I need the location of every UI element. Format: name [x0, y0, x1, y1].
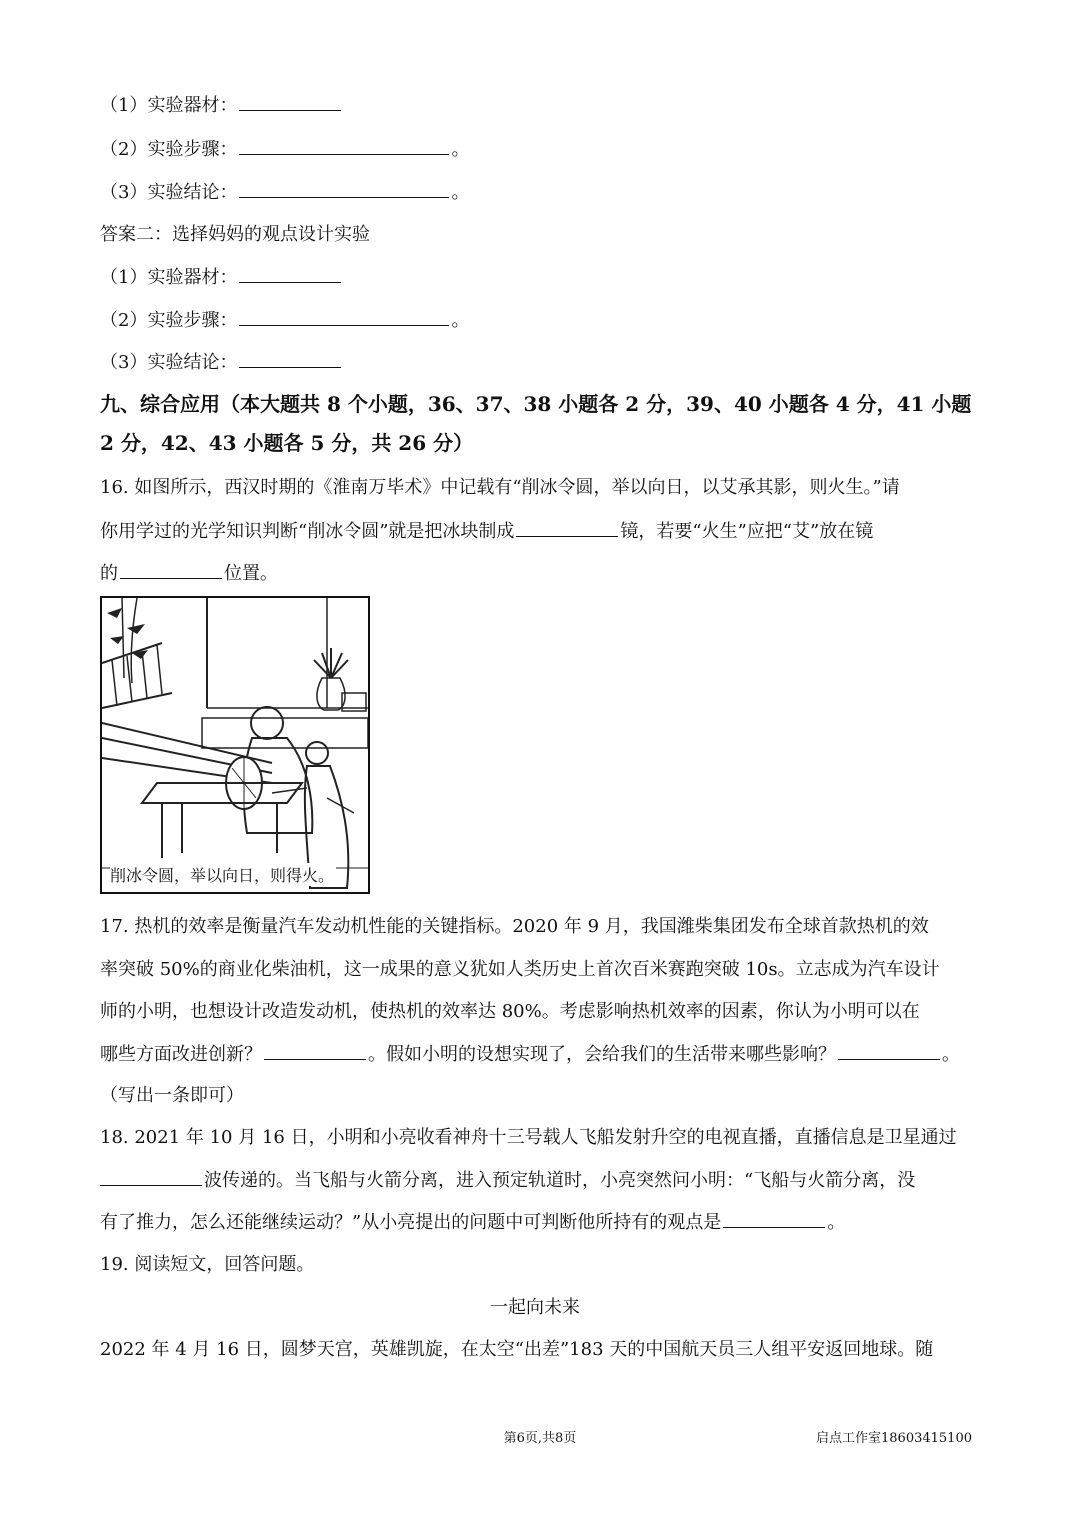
q17-line3: 师的小明，也想设计改造发动机，使热机的效率达 80%。考虑影响热机效率的因素，你认为小明可以在: [100, 1001, 920, 1022]
illustration-drawing: [102, 598, 368, 892]
section9-heading-line1: 九、综合应用（本大题共 8 个小题，36、37、38 小题各 2 分，39、40 小题各 4 分，41 小题: [100, 392, 972, 416]
answer1-conclusion: （3）实验结论： 。: [100, 179, 970, 207]
q16-line2: 你用学过的光学知识判断“削冰令圆”就是把冰块制成 镜，若要“火生”应把“艾”放在镜: [100, 518, 970, 546]
q18-line2: 波传递的。当飞船与火箭分离，进入预定轨道时，小亮突然问小明：“飞船与火箭分离，没: [100, 1167, 970, 1195]
figure-caption: 削冰令圆，举以向日，则得火。: [110, 863, 336, 886]
q18-line3: 有了推力，怎么还能继续运动？”从小亮提出的问题中可判断他所持有的观点是 。: [100, 1209, 970, 1237]
answer-blank: [264, 1041, 366, 1060]
answer-blank: [838, 1041, 940, 1060]
q17-line1: 17. 热机的效率是衡量汽车发动机性能的关键指标。2020 年 9 月，我国潍柴集团发布全球首款热机的效: [100, 916, 929, 937]
answer-blank: [516, 518, 618, 537]
answer-blank: [239, 179, 449, 198]
section9-heading-line2: 2 分，42、43 小题各 5 分，共 26 分）: [100, 431, 474, 455]
answer2-title: 答案二：选择妈妈的观点设计实验: [100, 224, 370, 245]
answer-blank: [239, 136, 449, 155]
article-line1: 2022 年 4 月 16 日，圆梦天宫，英雄凯旋，在太空“出差”183 天的中国航天员三人组平安返回地球。随: [100, 1339, 934, 1360]
answer-blank: [239, 264, 341, 283]
answer1-steps: （2）实验步骤： 。: [100, 136, 970, 164]
answer-blank: [239, 92, 341, 111]
answer-blank: [100, 1167, 202, 1186]
q17-line5: （写出一条即可）: [100, 1085, 244, 1106]
q17-line4: 哪些方面改进创新？ 。假如小明的设想实现了，会给我们的生活带来哪些影响？ 。: [100, 1041, 970, 1069]
answer1-materials: （1）实验器材：: [100, 92, 970, 120]
studio-contact: 启点工作室18603415100: [816, 1431, 972, 1446]
q16-line3: 的 位置。: [100, 560, 970, 588]
article-title: 一起向未来: [490, 1297, 580, 1318]
answer2-steps: （2）实验步骤： 。: [100, 307, 970, 335]
page-number: 第6页,共8页: [503, 1431, 577, 1446]
answer2-conclusion: （3）实验结论：: [100, 349, 970, 377]
q19-line1: 19. 阅读短文，回答问题。: [100, 1254, 315, 1275]
answer2-materials: （1）实验器材：: [100, 264, 970, 292]
q17-line2: 率突破 50%的商业化柴油机，这一成果的意义犹如人类历史上首次百米赛跑突破 10s。立志成为汽车设计: [100, 959, 940, 980]
answer-blank: [239, 307, 449, 326]
q18-line1: 18. 2021 年 10 月 16 日，小明和小亮收看神舟十三号载人飞船发射升空的电视直播，直播信息是卫星通过: [100, 1127, 957, 1148]
answer-blank: [120, 560, 222, 579]
q16-line1: 16. 如图所示，西汉时期的《淮南万毕术》中记载有“削冰令圆，举以向日，以艾承其影，则火生。”请: [100, 477, 900, 498]
answer-blank: [239, 349, 341, 368]
answer-blank: [723, 1209, 825, 1228]
ancient-illustration: [100, 596, 370, 894]
